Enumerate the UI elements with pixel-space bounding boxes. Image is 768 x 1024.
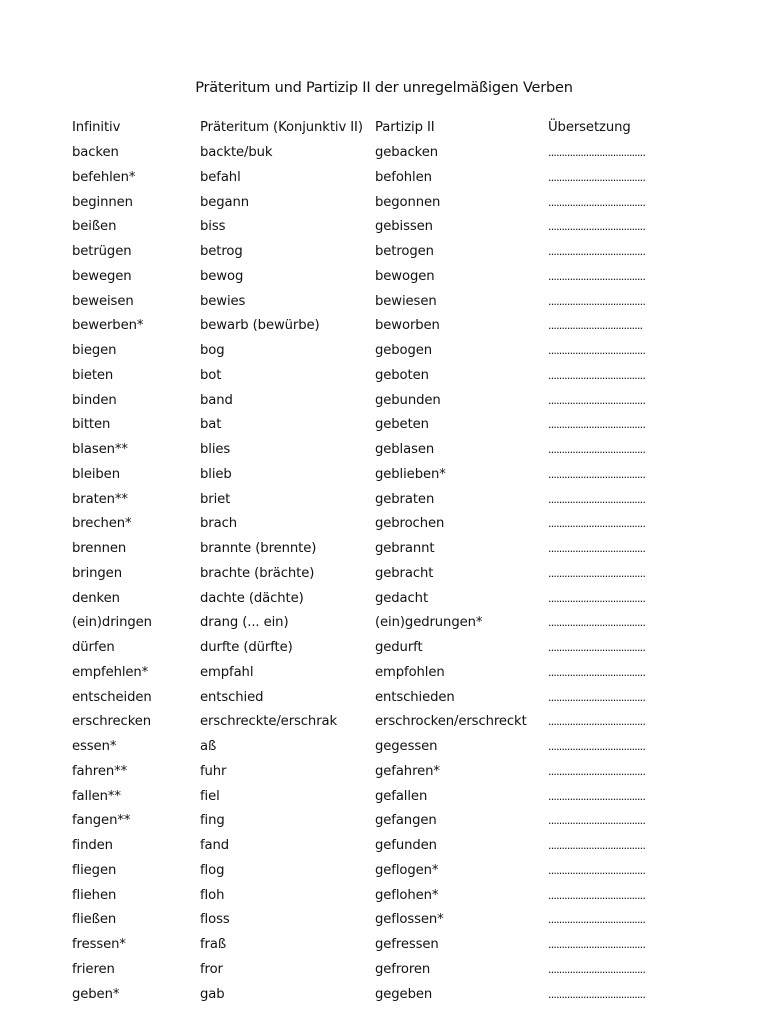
cell-praeteritum: betrog bbox=[200, 244, 243, 259]
cell-partizip: gebacken bbox=[375, 145, 439, 160]
cell-partizip: geboten bbox=[375, 367, 429, 383]
cell-infinitiv: backen bbox=[72, 145, 119, 160]
table-row bbox=[72, 736, 712, 761]
cell-praeteritum: fing bbox=[200, 813, 225, 829]
cell-uebersetzung: .................................... bbox=[548, 863, 646, 877]
cell-uebersetzung: .................................... bbox=[548, 220, 646, 234]
cell-praeteritum: fror bbox=[200, 961, 223, 977]
cell-uebersetzung: .................................... bbox=[548, 987, 646, 1001]
cell-infinitiv: fliegen bbox=[72, 862, 117, 878]
cell-infinitiv: (ein)dringen bbox=[72, 615, 152, 631]
cell-partizip: geflossen* bbox=[375, 912, 444, 928]
cell-praeteritum: band bbox=[200, 392, 233, 408]
cell-infinitiv: entscheiden bbox=[72, 689, 152, 705]
cell-uebersetzung: .................................... bbox=[548, 591, 646, 605]
cell-uebersetzung: .................................... bbox=[548, 616, 646, 630]
cell-uebersetzung: .................................... bbox=[548, 443, 646, 456]
cell-praeteritum: briet bbox=[200, 491, 231, 507]
table-row bbox=[72, 835, 712, 860]
cell-praeteritum: empfahl bbox=[200, 664, 254, 680]
cell-praeteritum: drang (... ein) bbox=[200, 615, 289, 631]
header-infinitiv: Infinitiv bbox=[72, 120, 121, 135]
table-row bbox=[72, 291, 712, 316]
cell-uebersetzung: .................................... bbox=[548, 962, 646, 976]
cell-infinitiv: erschrecken bbox=[72, 714, 152, 730]
table-row bbox=[72, 637, 712, 662]
cell-uebersetzung: ................................... bbox=[548, 319, 643, 333]
cell-partizip: befohlen bbox=[375, 169, 432, 185]
header-praeteritum: Präteritum (Konjunktiv II) bbox=[200, 120, 363, 135]
table-row bbox=[72, 241, 712, 266]
cell-uebersetzung: .................................... bbox=[548, 368, 646, 382]
table-row bbox=[72, 439, 712, 464]
cell-praeteritum: flog bbox=[200, 862, 225, 878]
cell-praeteritum: begann bbox=[200, 194, 250, 210]
cell-praeteritum: befahl bbox=[200, 169, 241, 185]
cell-praeteritum: floss bbox=[200, 912, 230, 928]
table-row bbox=[72, 934, 712, 959]
cell-uebersetzung: .................................... bbox=[548, 517, 646, 531]
cell-partizip: gebrannt bbox=[375, 541, 435, 556]
cell-infinitiv: fangen** bbox=[72, 813, 131, 829]
cell-partizip: gefroren bbox=[375, 961, 431, 977]
cell-praeteritum: bat bbox=[200, 417, 222, 433]
cell-uebersetzung: .................................... bbox=[548, 888, 646, 902]
table-header-row bbox=[72, 117, 712, 142]
table-row bbox=[72, 786, 712, 811]
cell-infinitiv: bringen bbox=[72, 565, 122, 581]
cell-uebersetzung: .................................... bbox=[548, 814, 646, 828]
cell-infinitiv: binden bbox=[72, 392, 117, 408]
cell-uebersetzung: .................................... bbox=[548, 467, 646, 481]
cell-partizip: bewogen bbox=[375, 268, 435, 284]
cell-infinitiv: brennen bbox=[72, 541, 127, 556]
cell-praeteritum: floh bbox=[200, 887, 225, 903]
cell-infinitiv: bleiben bbox=[72, 466, 120, 482]
cell-partizip: erschrocken/erschreckt bbox=[375, 714, 527, 730]
cell-infinitiv: betrügen bbox=[72, 244, 132, 259]
cell-praeteritum: brannte (brennte) bbox=[200, 541, 317, 556]
cell-uebersetzung: .................................... bbox=[548, 690, 646, 704]
cell-infinitiv: bewegen bbox=[72, 268, 132, 284]
cell-praeteritum: entschied bbox=[200, 689, 264, 705]
table-row bbox=[72, 315, 712, 340]
cell-partizip: gegeben bbox=[375, 986, 433, 1002]
cell-uebersetzung: .................................... bbox=[548, 542, 646, 555]
table-body bbox=[72, 142, 712, 1008]
cell-uebersetzung: .................................... bbox=[548, 764, 646, 778]
table-row bbox=[72, 414, 712, 439]
cell-infinitiv: finden bbox=[72, 838, 113, 853]
table-row bbox=[72, 885, 712, 910]
cell-praeteritum: brachte (brächte) bbox=[200, 565, 315, 581]
cell-partizip: gedurft bbox=[375, 640, 423, 655]
table-row bbox=[72, 142, 712, 167]
cell-infinitiv: essen* bbox=[72, 739, 117, 754]
cell-infinitiv: empfehlen* bbox=[72, 664, 149, 680]
cell-uebersetzung: .................................... bbox=[548, 294, 646, 308]
cell-praeteritum: bewog bbox=[200, 268, 244, 284]
cell-uebersetzung: .................................... bbox=[548, 839, 646, 852]
cell-infinitiv: fahren** bbox=[72, 763, 128, 779]
cell-praeteritum: durfte (dürfte) bbox=[200, 640, 293, 655]
cell-praeteritum: dachte (dächte) bbox=[200, 590, 304, 606]
cell-uebersetzung: .................................... bbox=[548, 269, 646, 283]
cell-praeteritum: fuhr bbox=[200, 763, 227, 779]
table-row bbox=[72, 266, 712, 291]
cell-praeteritum: erschreckte/erschrak bbox=[200, 714, 338, 730]
table-row bbox=[72, 984, 712, 1009]
table-row bbox=[72, 563, 712, 588]
cell-partizip: geflogen* bbox=[375, 862, 439, 878]
cell-uebersetzung: .................................... bbox=[548, 641, 646, 654]
verb-table bbox=[72, 117, 712, 1008]
cell-praeteritum: biss bbox=[200, 219, 226, 235]
cell-praeteritum: bot bbox=[200, 367, 222, 383]
cell-praeteritum: bewarb (bewürbe) bbox=[200, 318, 320, 334]
cell-partizip: gegessen bbox=[375, 739, 438, 754]
cell-uebersetzung: .................................... bbox=[548, 665, 646, 679]
cell-partizip: gebracht bbox=[375, 565, 434, 581]
table-row bbox=[72, 612, 712, 637]
cell-infinitiv: befehlen* bbox=[72, 169, 136, 185]
cell-infinitiv: beißen bbox=[72, 219, 117, 235]
cell-infinitiv: fressen* bbox=[72, 937, 126, 952]
cell-infinitiv: beginnen bbox=[72, 194, 133, 210]
cell-partizip: (ein)gedrungen* bbox=[375, 615, 483, 631]
cell-infinitiv: denken bbox=[72, 590, 120, 606]
cell-partizip: gefangen bbox=[375, 813, 437, 829]
cell-infinitiv: biegen bbox=[72, 343, 117, 358]
table-row bbox=[72, 365, 712, 390]
cell-praeteritum: fand bbox=[200, 838, 230, 853]
cell-partizip: geblasen bbox=[375, 442, 435, 457]
cell-uebersetzung: .................................... bbox=[548, 938, 646, 951]
cell-uebersetzung: .................................... bbox=[548, 418, 646, 432]
table-row bbox=[72, 167, 712, 192]
table-row bbox=[72, 513, 712, 538]
cell-partizip: gebraten bbox=[375, 491, 435, 507]
table-row bbox=[72, 340, 712, 365]
cell-uebersetzung: .................................... bbox=[548, 146, 646, 159]
cell-praeteritum: aß bbox=[200, 739, 217, 754]
cell-praeteritum: fiel bbox=[200, 788, 220, 804]
cell-uebersetzung: .................................... bbox=[548, 740, 646, 753]
cell-infinitiv: braten** bbox=[72, 491, 128, 507]
cell-infinitiv: bewerben* bbox=[72, 318, 144, 334]
page-title: Präteritum und Partizip II der unregelmäßigen Verben bbox=[195, 80, 573, 96]
cell-infinitiv: fallen** bbox=[72, 788, 121, 804]
cell-praeteritum: bewies bbox=[200, 293, 246, 309]
table-row bbox=[72, 959, 712, 984]
table-row bbox=[72, 761, 712, 786]
table-row bbox=[72, 810, 712, 835]
cell-uebersetzung: .................................... bbox=[548, 170, 646, 184]
cell-uebersetzung: .................................... bbox=[548, 715, 646, 729]
cell-partizip: betrogen bbox=[375, 244, 434, 259]
cell-uebersetzung: .................................... bbox=[548, 566, 646, 580]
table-row bbox=[72, 909, 712, 934]
cell-partizip: begonnen bbox=[375, 194, 441, 210]
cell-partizip: gefahren* bbox=[375, 763, 440, 779]
cell-partizip: gebogen bbox=[375, 343, 433, 358]
cell-partizip: gebrochen bbox=[375, 516, 445, 532]
table-row bbox=[72, 662, 712, 687]
table-row bbox=[72, 711, 712, 736]
table-row bbox=[72, 687, 712, 712]
cell-praeteritum: gab bbox=[200, 986, 225, 1002]
cell-praeteritum: brach bbox=[200, 516, 237, 532]
cell-partizip: gefallen bbox=[375, 788, 428, 804]
cell-partizip: entschieden bbox=[375, 689, 455, 705]
cell-uebersetzung: .................................... bbox=[548, 913, 646, 927]
cell-infinitiv: dürfen bbox=[72, 640, 115, 655]
table-row bbox=[72, 489, 712, 514]
table-row bbox=[72, 192, 712, 217]
cell-praeteritum: backte/buk bbox=[200, 145, 273, 160]
cell-infinitiv: blasen** bbox=[72, 442, 128, 457]
header-uebersetzung: Übersetzung bbox=[548, 120, 631, 135]
cell-uebersetzung: .................................... bbox=[548, 344, 646, 357]
cell-uebersetzung: .................................... bbox=[548, 393, 646, 407]
cell-infinitiv: bieten bbox=[72, 367, 114, 383]
cell-infinitiv: geben* bbox=[72, 986, 120, 1002]
cell-infinitiv: bitten bbox=[72, 417, 111, 433]
cell-partizip: gefunden bbox=[375, 838, 437, 853]
cell-partizip: bewiesen bbox=[375, 293, 437, 309]
cell-partizip: empfohlen bbox=[375, 664, 445, 680]
table-row bbox=[72, 390, 712, 415]
cell-praeteritum: blies bbox=[200, 442, 231, 457]
cell-praeteritum: blieb bbox=[200, 466, 232, 482]
cell-infinitiv: frieren bbox=[72, 961, 115, 977]
cell-partizip: gebeten bbox=[375, 417, 429, 433]
cell-partizip: beworben bbox=[375, 318, 440, 334]
table-row bbox=[72, 216, 712, 241]
cell-uebersetzung: .................................... bbox=[548, 195, 646, 209]
cell-uebersetzung: .................................... bbox=[548, 789, 646, 803]
cell-praeteritum: bog bbox=[200, 343, 225, 358]
cell-infinitiv: fliehen bbox=[72, 887, 117, 903]
table-row bbox=[72, 860, 712, 885]
table-row bbox=[72, 464, 712, 489]
cell-uebersetzung: .................................... bbox=[548, 245, 646, 258]
cell-partizip: geblieben* bbox=[375, 466, 446, 482]
cell-partizip: gebissen bbox=[375, 219, 433, 235]
cell-uebersetzung: .................................... bbox=[548, 492, 646, 506]
cell-infinitiv: beweisen bbox=[72, 293, 134, 309]
cell-partizip: geflohen* bbox=[375, 887, 439, 903]
table-row bbox=[72, 588, 712, 613]
cell-infinitiv: brechen* bbox=[72, 516, 132, 532]
table-row bbox=[72, 538, 712, 563]
cell-praeteritum: fraß bbox=[200, 937, 227, 952]
header-partizip: Partizip II bbox=[375, 120, 435, 135]
cell-partizip: gedacht bbox=[375, 590, 429, 606]
cell-partizip: gefressen bbox=[375, 937, 439, 952]
cell-infinitiv: fließen bbox=[72, 912, 117, 928]
cell-partizip: gebunden bbox=[375, 392, 441, 408]
